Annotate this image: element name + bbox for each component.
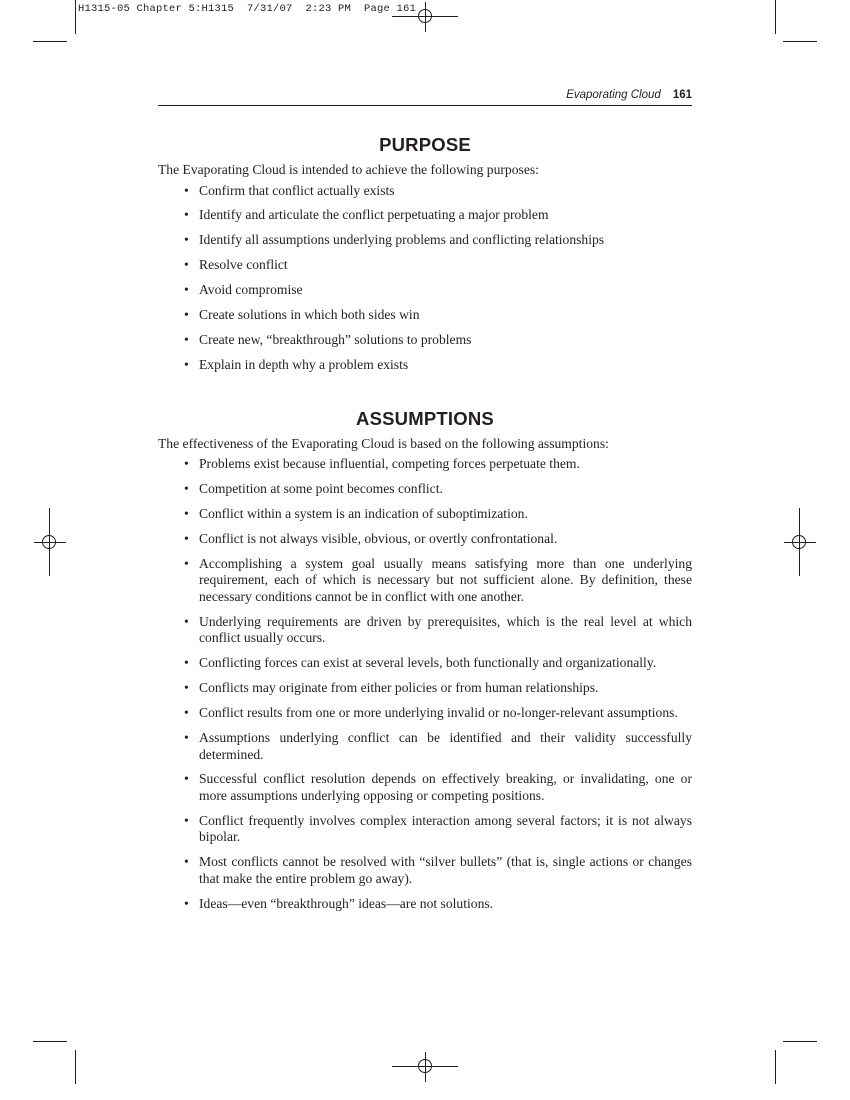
assumptions-list-item: • Conflict is not always visible, obvious, or overtly confrontational. (184, 530, 558, 546)
assumptions-list-item: • Conflicts may originate from either policies or from human relationships. (184, 680, 599, 696)
registration-mark-circle (418, 1059, 432, 1073)
crop-mark (775, 1050, 776, 1084)
purpose-list-item: • Avoid compromise (184, 282, 303, 298)
assumptions-list-item: • Problems exist because influential, competing forces perpetuate them. (184, 456, 580, 472)
assumptions-list-item: • Most conflicts cannot be resolved with “silver bullets” (that is, single actions or changes that make the entire problem go away). (184, 854, 692, 886)
assumptions-list (158, 456, 692, 912)
assumptions-intro: The effectiveness of the Evaporating Cloud is based on the following assumptions: (158, 435, 609, 451)
registration-mark-circle (418, 9, 432, 23)
crop-mark (33, 1041, 67, 1042)
assumptions-list-item: • Conflict results from one or more underlying invalid or no-longer-relevant assumptions. (184, 705, 678, 721)
purpose-list-item: • Resolve conflict (184, 257, 288, 273)
crop-mark (783, 1041, 817, 1042)
page-body (158, 132, 692, 921)
printer-slug-line: H1315-05 Chapter 5:H1315 7/31/07 2:23 PM Page 161 (78, 3, 417, 15)
running-head (158, 89, 692, 101)
purpose-list-item: • Confirm that conflict actually exists (184, 182, 395, 198)
assumptions-list-item: • Accomplishing a system goal usually means satisfying more than one underlying requirement, each of which is necessary but not sufficient alone. By definition, these necessary conditions cannot be in conflict with one another. (184, 555, 692, 604)
assumptions-list-item: • Underlying requirements are driven by prerequisites, which is the real level at which conflict usually occurs. (184, 613, 692, 646)
purpose-list-item: • Create solutions in which both sides win (184, 306, 420, 322)
crop-mark (75, 0, 76, 34)
purpose-list-item: • Create new, “breakthrough” solutions to problems (184, 331, 472, 347)
assumptions-list-item: • Ideas—even “breakthrough” ideas—are not solutions. (184, 895, 494, 911)
purpose-list-item: • Identify and articulate the conflict perpetuating a major problem (184, 207, 549, 223)
assumptions-list-item: • Conflict within a system is an indication of suboptimization. (184, 505, 528, 521)
assumptions-list-item: • Assumptions underlying conflict can be identified and their validity successfully determined. (184, 729, 692, 762)
crop-mark (75, 1050, 76, 1084)
crop-mark (33, 41, 67, 42)
assumptions-list-item: • Conflicting forces can exist at several levels, both functionally and organizationally. (184, 655, 657, 671)
purpose-list-item: • Identify all assumptions underlying problems and conflicting relationships (184, 232, 605, 248)
page-number: 161 (672, 89, 692, 101)
purpose-list-item: • Explain in depth why a problem exists (184, 356, 409, 372)
purpose-heading: PURPOSE (379, 134, 471, 155)
assumptions-list-item: • Competition at some point becomes conflict. (184, 481, 443, 497)
assumptions-heading: ASSUMPTIONS (356, 407, 494, 429)
purpose-intro: The Evaporating Cloud is intended to achieve the following purposes: (158, 162, 539, 177)
running-head-rule (158, 105, 692, 106)
registration-mark-circle (792, 535, 806, 549)
purpose-list (158, 183, 692, 374)
registration-mark-circle (42, 535, 56, 549)
assumptions-list-item: • Successful conflict resolution depends on effectively breaking, or invalidating, one or more assumptions underlying opposing or competing positions. (184, 771, 692, 803)
running-head-section: Evaporating Cloud (566, 89, 661, 101)
assumptions-list-item: • Conflict frequently involves complex interaction among several factors; it is not always bipolar. (184, 812, 692, 845)
crop-mark (775, 0, 776, 34)
crop-mark (783, 41, 817, 42)
